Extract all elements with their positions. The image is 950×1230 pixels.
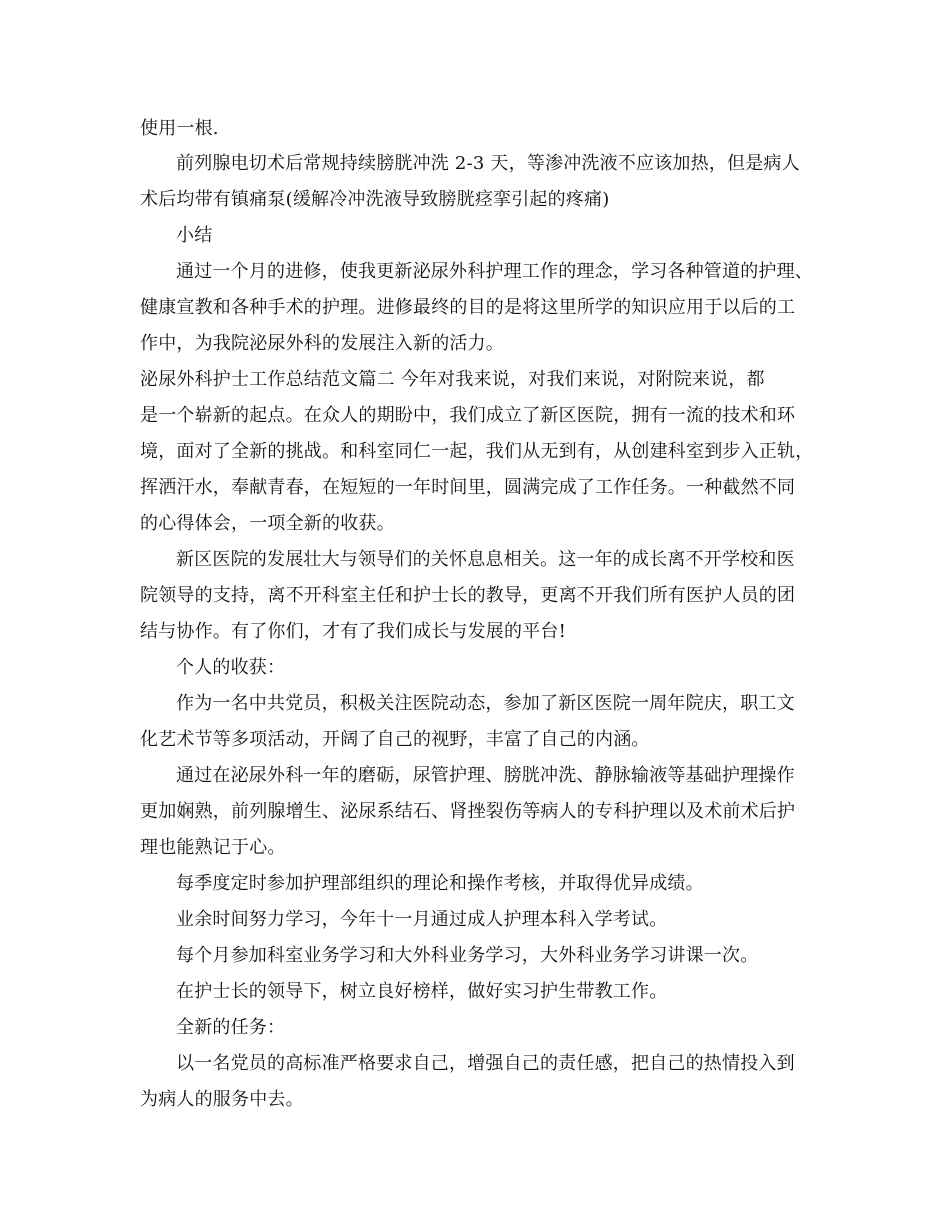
text-line: 更加娴熟，前列腺增生、泌尿系结石、肾挫裂伤等病人的专科护理以及术前术后护 [140,801,796,822]
text-line: 以一名党员的高标准严格要求自己，增强自己的责任感，把自己的热情投入到 [176,1053,795,1074]
text-line: 的心得体会，一项全新的收获。 [140,513,395,534]
text-line: 理也能熟记于心。 [140,837,286,858]
text-line: 每个月参加科室业务学习和大外科业务学习，大外科业务学习讲课一次。 [176,945,759,966]
text-line: 前列腺电切术后常规持续膀胱冲洗 2-3 天，等渗冲洗液不应该加热，但是病人 [176,153,800,174]
section-heading: 小结 [176,225,213,246]
text-line: 每季度定时参加护理部组织的理论和操作考核，并取得优异成绩。 [176,873,704,894]
text-line: 境，面对了全新的挑战。和科室同仁一起，我们从无到有，从创建科室到步入正轨， [140,441,814,462]
text-line: 使用一根. [140,118,219,139]
text-line: 在护士长的领导下，树立良好榜样，做好实习护生带教工作。 [176,981,668,1002]
text-line: 是一个崭新的起点。在众人的期盼中，我们成立了新区医院，拥有一流的技术和环 [140,405,796,426]
text-line: 健康宣教和各种手术的护理。进修最终的目的是将这里所学的知识应用于以后的工 [140,297,796,318]
text-line: 作为一名中共党员，积极关注医院动态，参加了新区医院一周年院庆，职工文 [176,693,795,714]
text-line: 通过一个月的进修，使我更新泌尿外科护理工作的理念，学习各种管道的护理、 [176,261,813,282]
text-line: 化艺术节等多项活动，开阔了自己的视野，丰富了自己的内涵。 [140,729,650,750]
text-line: 新区医院的发展壮大与领导们的关怀息息相关。这一年的成长离不开学校和医 [176,549,795,570]
text-line: 作中，为我院泌尿外科的发展注入新的活力。 [140,333,504,354]
text-line: 业余时间努力学习，今年十一月通过成人护理本科入学考试。 [176,909,668,930]
text-line: 院领导的支持，离不开科室主任和护士长的教导，更离不开我们所有医护人员的团 [140,585,796,606]
text-line: 通过在泌尿外科一年的磨砺，尿管护理、膀胱冲洗、静脉输液等基础护理操作 [176,765,795,786]
section-heading: 个人的收获： [176,657,286,678]
text-line: 术后均带有镇痛泵(缓解冷冲洗液导致膀胱痉挛引起的疼痛) [140,189,610,210]
text-line: 为病人的服务中去。 [140,1089,304,1110]
section-heading: 全新的任务： [176,1017,286,1038]
text-line: 泌尿外科护士工作总结范文篇二 今年对我来说，对我们来说，对附院来说，都 [140,369,765,390]
text-line: 结与协作。有了你们，才有了我们成长与发展的平台! [140,621,567,642]
text-line: 挥洒汗水，奉献青春，在短短的一年时间里，圆满完成了工作任务。一种截然不同 [140,477,796,498]
